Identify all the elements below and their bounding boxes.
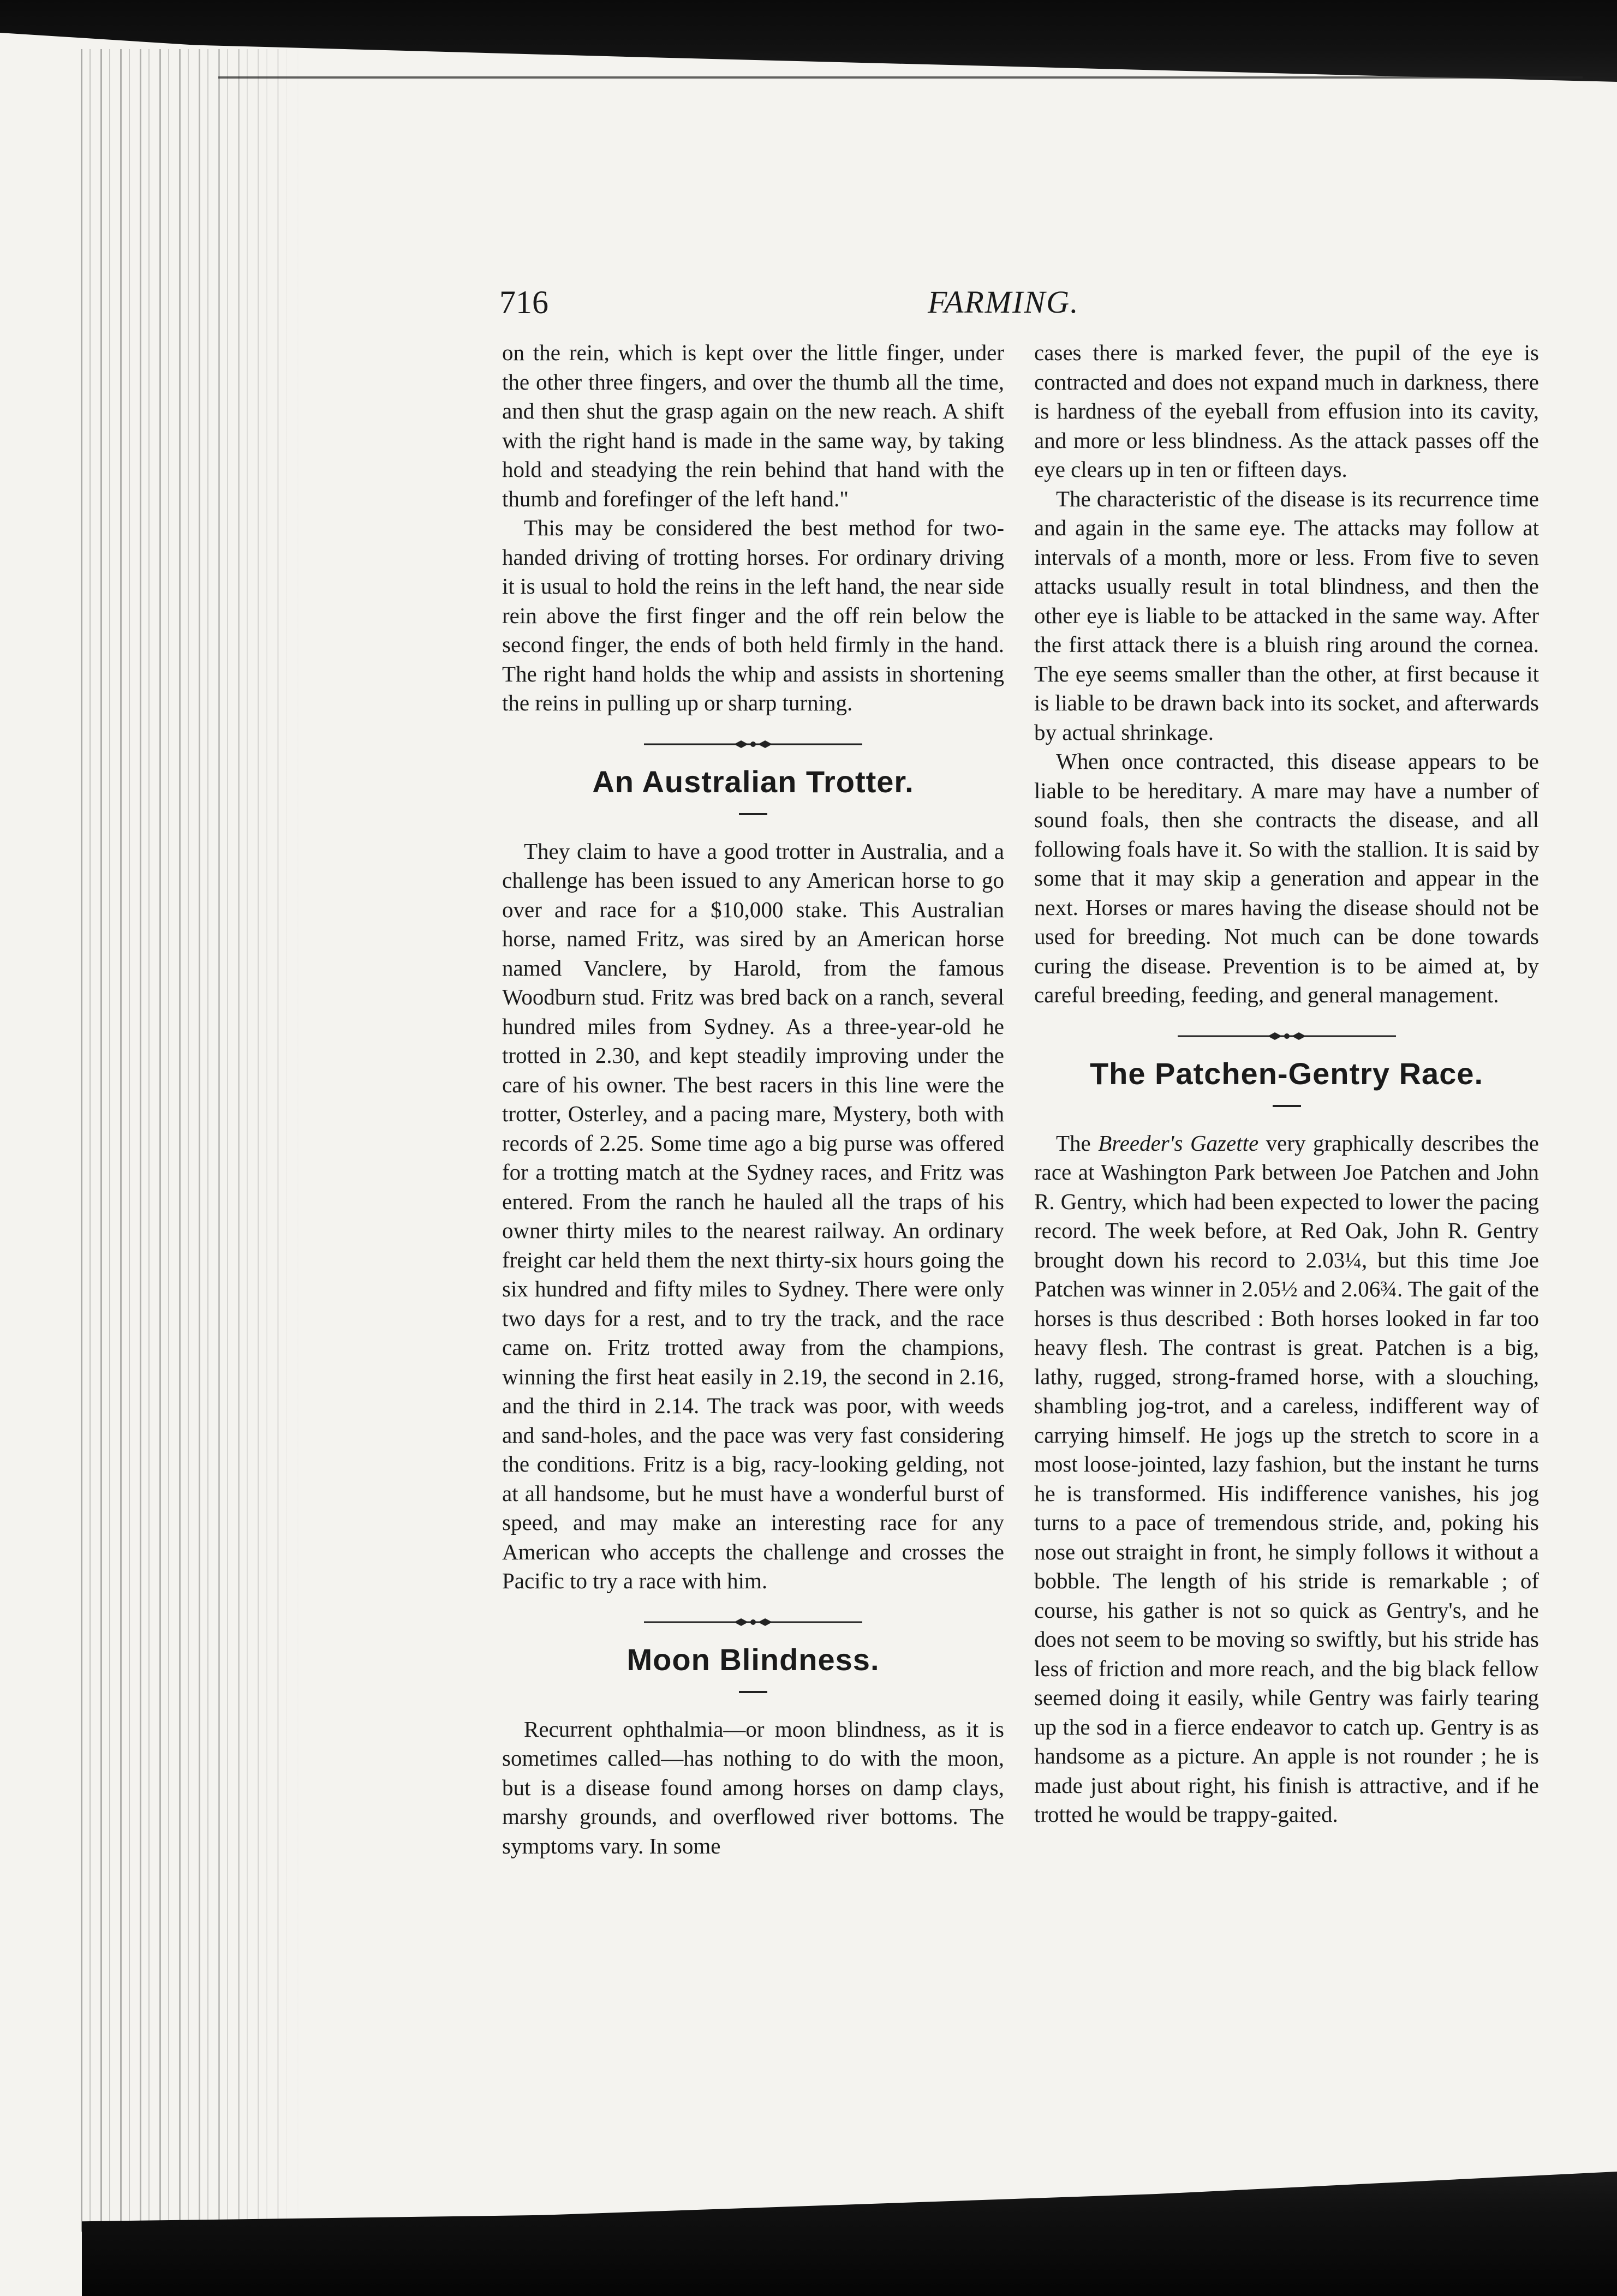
paragraph: cases there is marked fever, the pupil of the eye is contracted and does not expand much in darkness, there is hardness of the eyeball from effusion into its cavity, and more or less blindness. As the attack passes off the eye clears up in ten or fifteen days.: [1034, 340, 1539, 482]
heading-dash: [1273, 1105, 1301, 1107]
heading-dash: [739, 1691, 767, 1693]
paragraph-body: very graphically describes the race at Washington Park between Joe Patchen and John R. Gentry, which had been expected to lower the pacing record. The week before, at Red Oak, John R. Gentry brought down his record to 2.03¼, but this time Joe Patchen was winner in 2.05½ and 2.06¾. The gait of the horses is thus described : Both horses looked in far too heavy flesh. The contrast is great. Patchen is a big, lathy, rugged, strong-framed horse, with a slouching, shambling jog-trot, and a careless, indifferent way of carrying himself. He jogs up the stretch to score in a most loose-jointed, lazy fashion, but the instant he turns he is transformed. His indifference vanishes, his jog turns to a pace of tremendous stride, and, poking his nose out straight in front, he simply follows it without a bobble. The length of his stride is remarkable ; of course, his gather is not so quick as Gentry's, and he does not seem to be moving so swiftly, but his stride has less of friction and more reach, and the big black fellow seemed doing it easily, while Gentry was fairly tearing up the sod in a fierce endeavor to catch up. Gentry is as handsome as a picture. An apple is not rounder ; he is made just about right, his finish is attractive, and if he trotted he would be trappy-gaited.: [1034, 1130, 1539, 1827]
paragraph: Recurrent ophthalmia—or moon blindness, as it is sometimes called—has nothing to do with the moon, but is a disease found among horses on damp clays, marshy grounds, and overflowed river bottoms. The symptoms vary. In some: [502, 1716, 1004, 1858]
page-edge-fade: [71, 49, 300, 2232]
paragraph: The characteristic of the disease is its recurrence time and again in the same eye. The attacks may follow at intervals of a month, more or less. From five to seven attacks usually result in total blindness, and then the other eye is liable to be attacked in the same way. After the first attack there is a bluish ring around the cornea. The eye seems smaller than the other, at first because it is liable to be drawn back into its socket, and afterwards by actual shrinkage.: [1034, 486, 1539, 745]
scan-bottom-border: [82, 2172, 1617, 2296]
paragraph: This may be considered the best method for two-handed driving of trotting horses. For ordinary driving it is usual to hold the reins in the left hand, the near side rein above the first finger and the off rein below the second finger, the ends of both held firmly in the hand. The right hand holds the whip and assists in shortening the reins in pulling up or sharp turning.: [502, 515, 1004, 715]
publication-title: Breeder's Gazette: [1098, 1130, 1259, 1156]
running-head: FARMING.: [928, 284, 1079, 320]
paragraph: They claim to have a good trotter in Australia, and a challenge has been issued to any American horse to go over and race for a $10,000 stake. This Australian horse, named Fritz, was sired by an American horse named Vanclere, by Harold, from the famous Woodburn stud. Fritz was bred back on a ranch, several hundred miles from Sydney. As a three-year-old he trotted in 2.30, and kept steadily improving under the care of his owner. The best racers in this line were the trotter, Osterley, and a pacing mare, Mystery, both with records of 2.25. Some time ago a big purse was offered for a trotting match at the Sydney races, and Fritz was entered. From the ranch he hauled all the traps of his owner thirty miles to the nearest railway. An ordinary freight car held them the next thirty-six hours going the six hundred and fifty miles to Sydney. There were only two days for a rest, and to try the track, and the race came on. Fritz trotted away from the champions, winning the first heat easily in 2.19, the second in 2.16, and the third in 2.14. The track was poor, with weeds and sand-holes, and the pace was very fast considering the conditions. Fritz is a big, racy-looking gelding, not at all handsome, but he must have a wonderful burst of speed, and may make an interesting race for any American who accepts the challenge and crosses the Pacific to try a race with him.: [502, 838, 1004, 1593]
paragraph: on the rein, which is kept over the little finger, under the other three fingers, and over the thumb all the time, and then shut the grasp again on the new reach. A shift with the right hand is made in the same way, by taking hold and steadying the rein behind that hand with the thumb and forefinger of the left hand.": [502, 340, 1004, 511]
page-top-edge: [218, 76, 1583, 100]
paragraph-lead: The: [1056, 1130, 1099, 1156]
page-number: 716: [499, 284, 548, 320]
heading-australian-trotter: An Australian Trotter.: [592, 764, 914, 799]
section-divider: [644, 740, 862, 749]
section-divider: [1178, 1032, 1396, 1041]
heading-patchen-gentry-race: The Patchen-Gentry Race.: [1089, 1056, 1484, 1091]
right-column: [1034, 338, 1539, 1829]
heading-moon-blindness: Moon Blindness.: [626, 1642, 880, 1677]
paragraph: When once contracted, this disease appears to be liable to be hereditary. A mare may have a number of sound foals, then she contracts the disease, and all following foals have it. So with the stallion. It is said by some that it may skip a generation and appear in the next. Horses or mares having the disease should not be used for breeding. Not much can be done towards curing the disease. Prevention is to be aimed at, by careful breeding, feeding, and general management.: [1034, 749, 1539, 1007]
heading-dash: [739, 813, 767, 815]
left-column: [502, 338, 1004, 1861]
section-divider: [644, 1618, 862, 1627]
paragraph: [1034, 1129, 1539, 1829]
